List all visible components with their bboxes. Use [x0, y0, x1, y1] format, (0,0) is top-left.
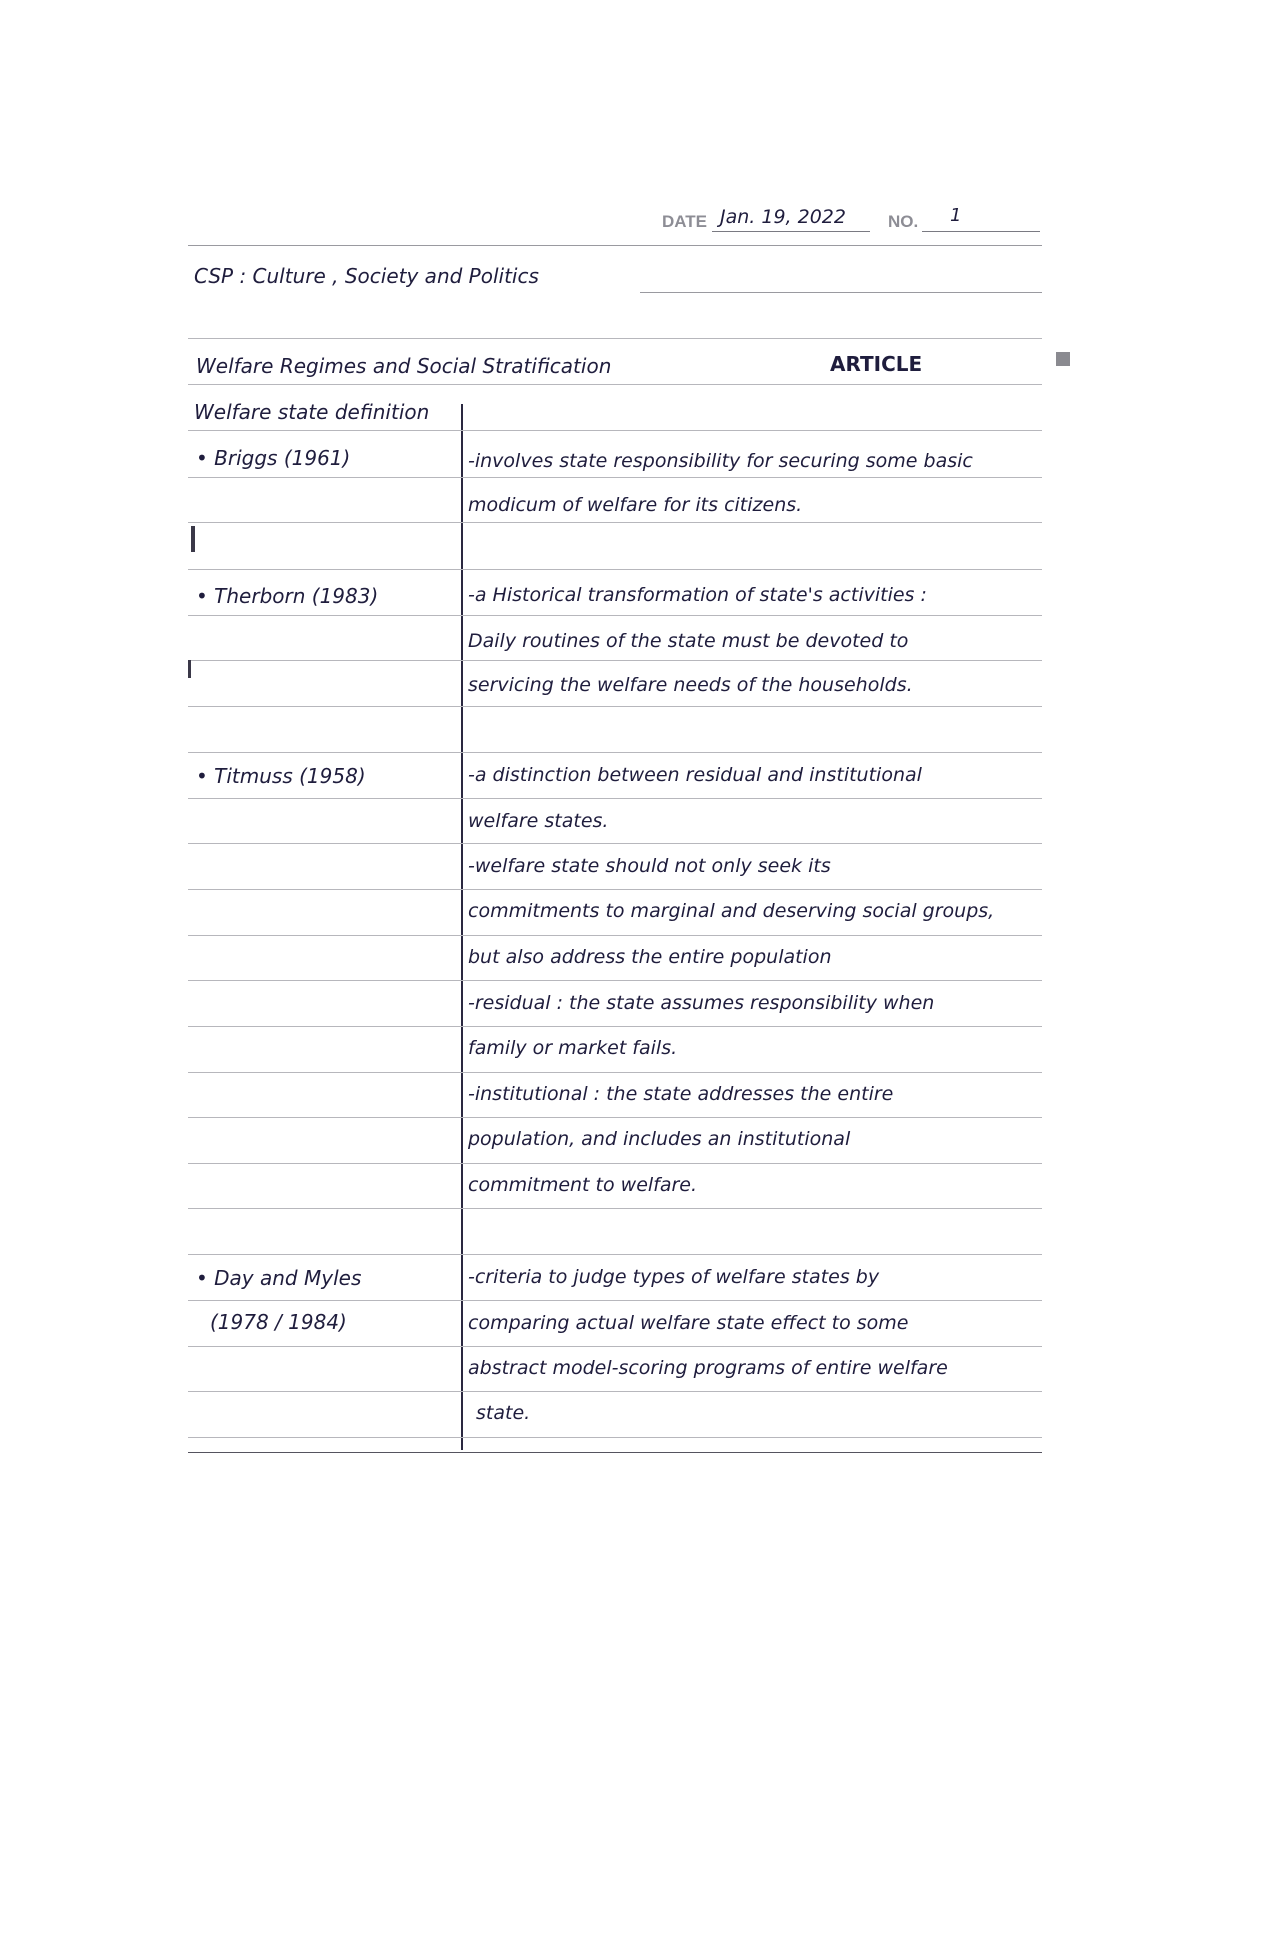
ruled-line	[188, 1208, 1042, 1209]
column-divider	[461, 404, 463, 1450]
ruled-line	[188, 522, 1042, 523]
entry-line: -a Historical transformation of state's activities :	[468, 584, 927, 606]
entry-line: -a distinction between residual and institutional	[468, 764, 922, 786]
ruled-line	[188, 843, 1042, 844]
ruled-line	[188, 615, 1042, 616]
topic-top-rule	[188, 338, 1042, 339]
entry-author: • Therborn (1983)	[196, 584, 379, 608]
subject-rule	[640, 292, 1042, 293]
ruled-line	[188, 1346, 1042, 1347]
ruled-line	[188, 660, 1042, 661]
entry-author-years: (1978 / 1984)	[210, 1310, 347, 1334]
entry-line: welfare states.	[468, 810, 609, 832]
entry-line: state.	[476, 1402, 531, 1424]
ruled-line	[188, 935, 1042, 936]
entry-line: Daily routines of the state must be devoted to	[468, 630, 909, 652]
ruled-line	[188, 1254, 1042, 1255]
entry-line: commitment to welfare.	[468, 1174, 698, 1196]
ruled-line	[188, 980, 1042, 981]
top-rule	[188, 245, 1042, 246]
ruled-line	[188, 1437, 1042, 1438]
topic-bottom-rule	[188, 384, 1042, 385]
ruled-line	[188, 706, 1042, 707]
ruled-line	[188, 1117, 1042, 1118]
margin-mark	[1056, 352, 1070, 366]
entry-line: family or market fails.	[468, 1037, 678, 1059]
ruled-line	[188, 798, 1042, 799]
topic-title: Welfare Regimes and Social Stratification	[196, 354, 612, 378]
entry-line: -institutional : the state addresses the entire	[468, 1083, 894, 1105]
ruled-line	[188, 1026, 1042, 1027]
number-label: NO.	[888, 212, 919, 231]
entry-line: servicing the welfare needs of the households.	[468, 674, 913, 696]
entry-line: -residual : the state assumes responsibility when	[468, 992, 935, 1014]
entry-author: • Briggs (1961)	[196, 446, 351, 470]
entry-line: comparing actual welfare state effect to some	[468, 1312, 909, 1334]
margin-mark	[191, 526, 195, 552]
ruled-line	[188, 1072, 1042, 1073]
ruled-line	[188, 752, 1042, 753]
section-heading: Welfare state definition	[194, 400, 430, 424]
ruled-line	[188, 1163, 1042, 1164]
ruled-line	[188, 430, 1042, 431]
date-underline	[712, 231, 870, 232]
date-value: Jan. 19, 2022	[720, 206, 846, 228]
margin-mark	[188, 660, 191, 678]
entry-line: abstract model-scoring programs of entire welfare	[468, 1357, 948, 1379]
entry-line: but also address the entire population	[468, 946, 832, 968]
number-value: 1	[950, 205, 962, 226]
ruled-line	[188, 1300, 1042, 1301]
entry-line: modicum of welfare for its citizens.	[468, 494, 803, 516]
subject-line: CSP : Culture , Society and Politics	[194, 264, 539, 288]
entry-line: -criteria to judge types of welfare states by	[468, 1266, 880, 1288]
entry-line: commitments to marginal and deserving social groups,	[468, 900, 995, 922]
entry-line: population, and includes an institutional	[468, 1128, 851, 1150]
bottom-rule	[188, 1452, 1042, 1453]
ruled-line	[188, 477, 1042, 478]
topic-tag: ARTICLE	[830, 352, 923, 376]
entry-author: • Day and Myles	[196, 1266, 362, 1290]
entry-line: -involves state responsibility for securing some basic	[468, 450, 973, 472]
entry-author: • Titmuss (1958)	[196, 764, 366, 788]
date-label: DATE	[662, 212, 708, 231]
number-underline	[922, 231, 1040, 232]
entry-line: -welfare state should not only seek its	[468, 855, 831, 877]
ruled-line	[188, 889, 1042, 890]
ruled-line	[188, 569, 1042, 570]
ruled-line	[188, 1391, 1042, 1392]
